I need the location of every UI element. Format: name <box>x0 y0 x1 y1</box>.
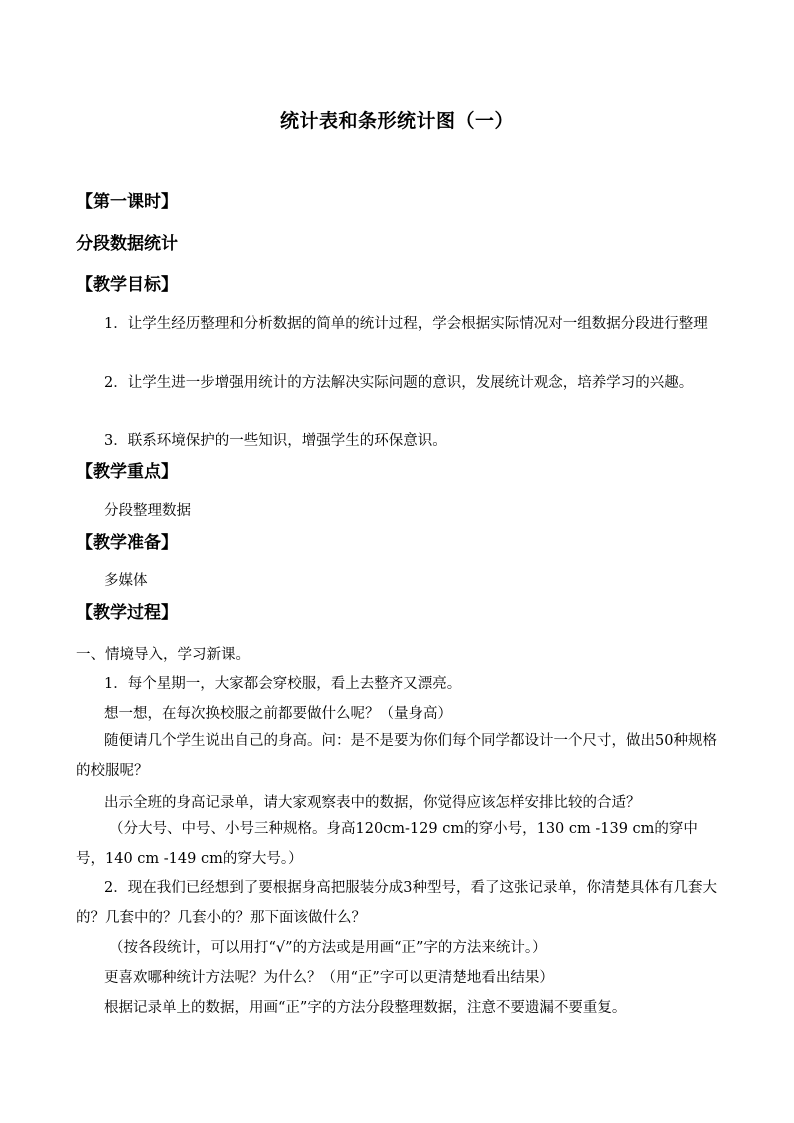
process-line-8: 更喜欢哪种统计方法呢？为什么？（用“正”字可以更清楚地看出结果） <box>104 970 554 986</box>
topic-heading: 分段数据统计 <box>76 234 178 254</box>
process-line-9: 根据记录单上的数据，用画“正”字的方法分段整理数据，注意不要遗漏不要重复。 <box>104 1000 627 1016</box>
goal-item-1: 1．让学生经历整理和分析数据的简单的统计过程，学会根据实际情况对一组数据分段进行整理 <box>104 316 708 332</box>
prep-text: 多媒体 <box>104 573 148 589</box>
prep-heading: 【教学准备】 <box>76 533 178 553</box>
process-step-intro: 一、情境导入，学习新课。 <box>76 647 250 663</box>
focus-heading: 【教学重点】 <box>76 462 178 482</box>
process-line-2: 想一想，在每次换校服之前都要做什么呢？（量身高） <box>104 706 452 722</box>
process-line-5: （分大号、中号、小号三种规格。身高120cm-129 cm的穿小号，130 cm -139 cm的穿中号，140 cm -149 cm的穿大号。） <box>76 821 698 867</box>
process-line-7: （按各段统计，可以用打“√”的方法或是用画“正”字的方法来统计。） <box>109 940 547 956</box>
focus-text: 分段整理数据 <box>104 503 191 519</box>
goals-heading: 【教学目标】 <box>76 275 178 295</box>
goal-item-2: 2．让学生进一步增强用统计的方法解决实际问题的意识，发展统计观念，培养学习的兴趣。 <box>104 375 694 391</box>
process-heading: 【教学过程】 <box>76 603 178 623</box>
process-line-6: 2．现在我们已经想到了要根据身高把服装分成3种型号，看了这张记录单，你清楚具体有几套大的？几套中的？几套小的？那下面该做什么？ <box>76 880 717 926</box>
process-line-4: 出示全班的身高记录单，请大家观察表中的数据，你觉得应该怎样安排比较的合适？ <box>104 795 641 811</box>
lesson-heading: 【第一课时】 <box>76 192 178 212</box>
goal-item-3: 3．联系环境保护的一些知识，增强学生的环保意识。 <box>104 433 447 449</box>
document-title: 统计表和条形统计图（一） <box>279 110 514 132</box>
process-line-1: 1．每个星期一，大家都会穿校服，看上去整齐又漂亮。 <box>104 676 462 692</box>
process-line-3: 随便请几个学生说出自己的身高。问：是不是要为你们每个同学都设计一个尺寸，做出50种规格的校服呢？ <box>76 733 717 779</box>
